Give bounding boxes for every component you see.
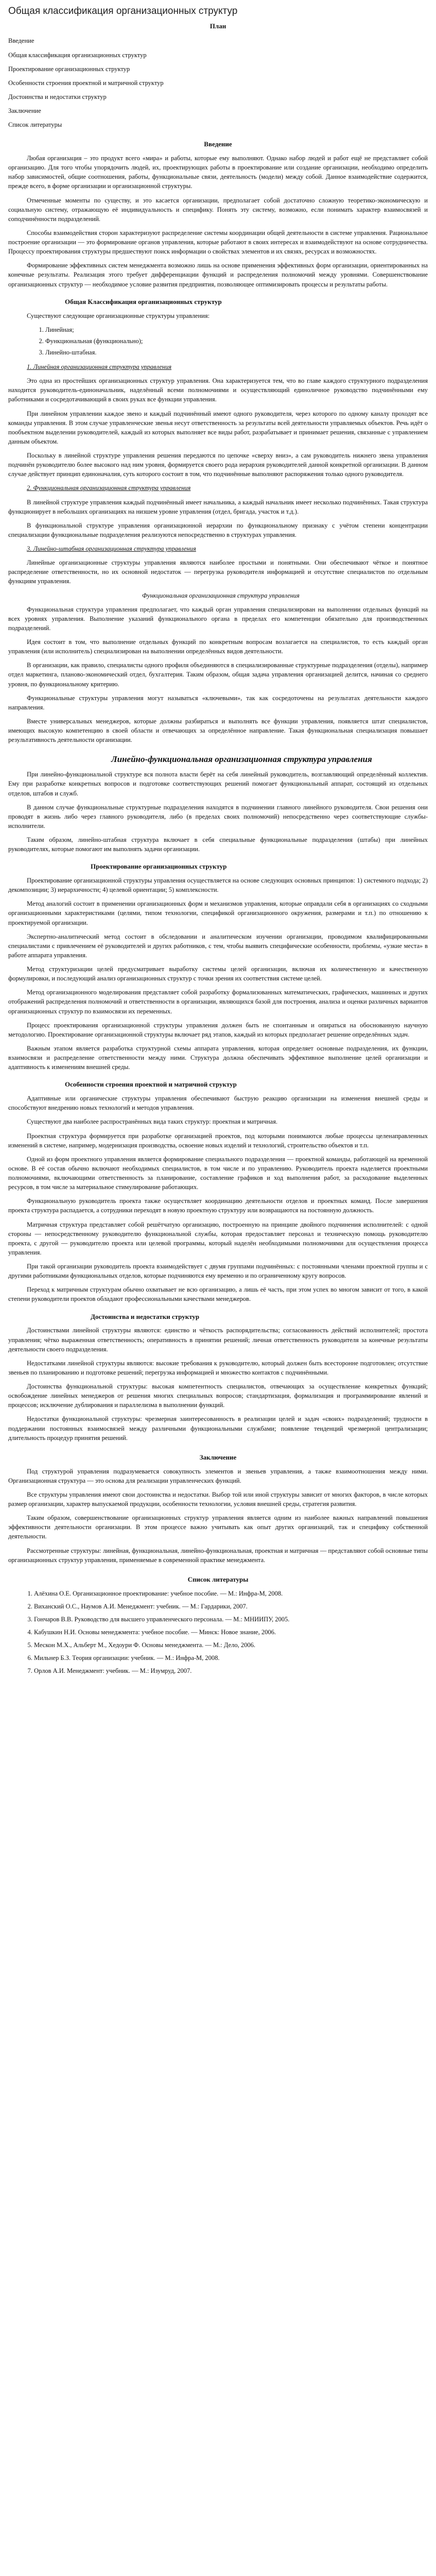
references-heading: Список литературы <box>187 1575 249 1583</box>
functional-caption: Функциональная организационная структура управления <box>142 591 300 599</box>
functional-detail-paragraph: Идея состоит в том, что выполнение отдельных функций по конкретным вопросам возлагается на специалистов, то есть каждый орган управления (или исполнитель) специализирован на выполнении определённых видов деятельности. <box>8 638 428 655</box>
pros-cons-paragraph: Недостатки функциональной структуры: чрезмерная заинтересованность в реализации целей и задач «своих» подразделений; трудности в поддержании постоянных взаимосвязей между различными функциональными службами; появление тенденций чрезмерной централизации; длительность процедур принятия решений. <box>8 1415 428 1442</box>
conclusion-paragraph: Под структурой управления подразумевается совокупность элементов и звеньев управления, а также взаимоотношения между ними. Организационная структура — это основа для реализации управленческих функций. <box>8 1467 428 1484</box>
design-paragraph: Метод организационного моделирования представляет собой разработку формализованных математических, графических, машинных и других отображений распределения полномочий и ответственности в организации, являющихся базой для построения, анализа и оценки различных вариантов организационных структур по взаимосвязи их переменных. <box>8 989 428 1015</box>
functional-structure-subheading: 2. Функциональная организационная структура управления <box>27 484 191 492</box>
pros-cons-paragraph: Недостатками линейной структуры являются: высокие требования к руководителю, который должен быть всесторонне подготовлен; отсутствие звеньев по планированию и подготовке решений; перегрузка информацией и множество контактов с подчинёнными. <box>8 1359 428 1376</box>
linear-structure-subheading: 1. Линейная организационная структура управления <box>27 363 172 371</box>
project-matrix-paragraph: Проектная структура формируется при разработке организацией проектов, под которыми понимаются любые процессы целенаправленных изменений в системе, например, модернизация производства, освоение новых изделий и технологий, строительство объектов и т.п. <box>8 1132 428 1149</box>
page-title: Общая классификация организационных структур <box>8 6 238 16</box>
functional-detail-paragraph: Вместе универсальных менеджеров, которые должны разбираться и выполнять все функции управления, появляется штат специалистов, имеющих высокую компетенцию в своей области и отвечающих за определённое направление. Такая функциональная специализация повышает результативность деятельности организации. <box>8 717 428 744</box>
design-paragraph: Метод аналогий состоит в применении организационных форм и механизмов управления, которые оправдали себя в организациях со сходными организационными характеристиками (целями, типом технологии, спецификой организационного окружения, размерами и т.п.) по отношению к проектируемой организации. <box>8 900 428 926</box>
design-heading: Проектирование организационных структур <box>91 862 227 871</box>
linear-paragraph: При линейном управлении каждое звено и каждый подчинённый имеют одного руководителя, через которого по одному каналу проходят все команды управления. В этом случае управленческие звенья несут ответственность за результаты всей деятельности управляемых объектов. Речь идёт о пообъектном выделении руководителей, каждый из которых выполняет все виды работ, разрабатывает и принимает решения, связанные с управлением данным объектом. <box>8 410 428 445</box>
table-of-contents <box>8 36 428 129</box>
list-item: 3. Линейно-штабная. <box>45 348 428 357</box>
intro-paragraph: Формирование эффективных систем менеджмента возможно лишь на основе применения эффективных форм организации, ориентированных на конечные результаты. Реализация этого требует дифференциации функций и распределения полномочий между уровнями. Совершенствование организационных структур — необходимое условие развития предприятия, позволяющее оптимизировать процессы и результаты работы. <box>8 262 428 288</box>
intro-paragraph: Отмеченные моменты по существу, и это касается организации, предполагает собой достаточно сложную теоретико-экономическую и социальную систему, отражающую её индивидуальность и специфику. Понять эту систему, возможно, если понимать характер взаимосвязей и соподчинённости подразделений. <box>8 196 428 223</box>
conclusion-paragraph: Таким образом, совершенствование организационных структур управления является одним из наиболее важных направлений повышения эффективности деятельности организации. В этом процессе важно учитывать как опыт других организаций, так и специфику собственной деятельности. <box>8 1514 428 1540</box>
project-matrix-paragraph: Матричная структура представляет собой решётчатую организацию, построенную на принципе двойного подчинения исполнителей: с одной стороны — непосредственному руководителю функциональной службы, которая предоставляет персонал и техническую помощь руководителю проекта, с другой — руководителю проекта или целевой программы, который наделён необходимыми полномочиями для осуществления процесса управления. <box>8 1221 428 1256</box>
functional-detail-paragraph: Функциональные структуры управления могут называться «ключевыми», так как сосредоточены на результатах деятельности каждого направления. <box>8 694 428 711</box>
toc-item: Особенности строения проектной и матричной структур <box>8 79 164 87</box>
project-matrix-paragraph: Переход к матричным структурам обычно охватывает не всю организацию, а лишь её часть, при этом успех во многом зависит от того, в какой степени руководители проектов обладают профессиональными качествами менеджеров. <box>8 1286 428 1303</box>
pros-cons-paragraph: Достоинства функциональной структуры: высокая компетентность специалистов, отвечающих за осуществление конкретных функций; освобождение линейных менеджеров от решения многих специальных вопросов; стандартизация, формализация и программирование явлений и процессов; исключение дублирования и параллелизма в выполнении функций. <box>8 1383 428 1409</box>
structure-types-list <box>8 325 428 357</box>
reference-item: 2. Виханский О.С., Наумов А.И. Менеджмент: учебник. — М.: Гардарики, 2007. <box>34 1602 428 1611</box>
project-matrix-paragraph: Функциональную руководитель проекта также осуществляет координацию деятельности отделов и проектных команд. После завершения проекта структура распадается, а сотрудники переходят в новую проектную структуру или возвращаются на постоянную должность. <box>8 1197 428 1214</box>
reference-item: 1. Алёхина О.Е. Организационное проектирование: учебное пособие. — М.: Инфра-М, 2008. <box>34 1589 428 1598</box>
toc-item: Список литературы <box>8 121 62 129</box>
design-paragraph: Важным этапом является разработка структурной схемы аппарата управления, которая определяет основные подразделения, их функции, взаимосвязи и распределение ответственности между ними. Структура должна обеспечивать эффективное выполнение целей организации и адаптивность к изменениям внешней среды. <box>8 1044 428 1071</box>
toc-item: Введение <box>8 37 34 45</box>
classification-heading: Общая Классификация организационных структур <box>65 297 222 306</box>
conclusion-paragraph: Все структуры управления имеют свои достоинства и недостатки. Выбор той или иной структуры зависит от многих факторов, в числе которых размер организации, характер выпускаемой продукции, особенности технологии, условия внешней среды, стратегия развития. <box>8 1490 428 1508</box>
toc-item: Достоинства и недостатки структур <box>8 93 107 100</box>
functional-detail-paragraph: Функциональная структура управления предполагает, что каждый орган управления специализирован на выполнении отдельных функций на всех уровнях управления. Выполнение указаний функционального органа в пределах его компетенции обязательно для производственных подразделений. <box>8 605 428 632</box>
project-matrix-paragraph: При такой организации руководитель проекта взаимодействует с двумя группами подчинённых: с постоянными членами проектной группы и с другими работниками функциональных отделов, которые подчиняются ему временно и по ограниченному кругу вопросов. <box>8 1263 428 1280</box>
reference-item: 5. Мескон М.Х., Альберт М., Хедоури Ф. Основы менеджмента. — М.: Дело, 2006. <box>34 1640 428 1650</box>
pros-cons-paragraph: Достоинствами линейной структуры являются: единство и чёткость распорядительства; согласованность действий исполнителей; простота управления; чётко выраженная ответственность; оперативность в принятии решений; личная ответственность руководителя за конечные результаты деятельности своего подразделения. <box>8 1327 428 1353</box>
staff-structure-subheading: 3. Линейно-штабная организационная структура управления <box>27 545 196 553</box>
linear-functional-paragraph: В данном случае функциональные структурные подразделения находятся в подчинении главного линейного руководителя. Свои решения они проводят в жизнь либо через главного руководителя, либо (в пределах своих полномочий) непосредственно через соответствующие службы-исполнители. <box>8 803 428 829</box>
intro-paragraph: Любая организация – это продукт всего «мира» и работы, которые ему выполняют. Однако набор людей и работ ещё не представляет собой организацию. Для того чтобы упорядочить людей, их, проектирующих работы в проектирование или создание организации, необходимо определить набор зависимостей, общие соотношения, работы, функциональные связи, деятельность (модели) между собой. Данное взаимодействие содержится, прежде всего, в форме организации и организационной структуры. <box>8 155 428 190</box>
functional-detail-paragraph: В организации, как правило, специалисты одного профиля объединяются в специализированные структурные подразделения (отделы), например отдел маркетинга, планово-экономический отдел, бухгалтерия. Таким образом, общая задача управления организацией делится, начиная со среднего уровня, по функциональному критерию. <box>8 662 428 688</box>
list-item: 2. Функциональная (функционально); <box>45 336 428 346</box>
linear-paragraph: Это одна из простейших организационных структур управления. Она характеризуется тем, что во главе каждого структурного подразделения находится руководитель-единоначальник, наделённый всеми полномочиями и осуществляющий единоличное руководство подчинёнными ему работниками и сосредотачивающий в своих руках все функции управления. <box>8 377 428 403</box>
linear-functional-paragraph: При линейно-функциональной структуре вся полнота власти берёт на себя линейный руководитель, возглавляющий определённый коллектив. Ему при разработке конкретных вопросов и подготовке соответствующих решений помогает функциональный аппарат, состоящий из отдельных отделов, штабов и служб. <box>8 771 428 797</box>
list-item: 1. Линейная; <box>45 325 428 334</box>
functional-paragraph: В функциональной структуре управления организационной иерархии по функциональному признаку с учётом степени концентрации специализации функциональные подразделения реализуются непосредственно в структурах управления. <box>8 521 428 538</box>
design-paragraph: Проектирование организационной структуры управления осуществляется на основе следующих основных принципов: 1) системного подхода; 2) декомпозиции; 3) иерархичности; 4) целевой ориентации; 5) комплексности. <box>8 877 428 894</box>
linear-functional-heading: Линейно-функциональная организационная структура управления <box>111 754 372 765</box>
conclusion-heading: Заключение <box>199 1453 237 1461</box>
toc-item: Общая классификация организационных структур <box>8 51 147 59</box>
linear-functional-paragraph: Таким образом, линейно-штабная структура включает в себя специальные функциональные подразделения (штабы) при линейных руководителях, которые помогают им выполнять задачи организации. <box>8 836 428 853</box>
design-paragraph: Метод структуризации целей предусматривает выработку системы целей организации, включая их количественную и качественную формулировки, и последующий анализ организационных структур с точки зрения их соответствия системе целей. <box>8 965 428 982</box>
intro-paragraph: Способы взаимодействия сторон характеризуют распределение системы координации общей деятельности в системе управления. Рациональное построение организации — это формирование органов управления, которые работают в своих интересах и взаимодействуют на основе сотрудничества. Процессу проектирования структуры предшествуют поиск информации о свойствах элементов и их связях, ресурсах и возможностях. <box>8 229 428 256</box>
reference-item: 3. Гончаров В.В. Руководство для высшего управленческого персонала. — М.: МНИИПУ, 2005. <box>34 1615 428 1624</box>
project-matrix-heading: Особенности строения проектной и матричной структур <box>65 1080 237 1089</box>
project-matrix-paragraph: Адаптивные или органические структуры управления обеспечивают быструю реакцию организации на изменения внешней среды и способствуют внедрению новых технологий и методов управления. <box>8 1095 428 1112</box>
reference-item: 4. Кабушкин Н.И. Основы менеджмента: учебное пособие. — Минск: Новое знание, 2006. <box>34 1628 428 1637</box>
intro-heading: Введение <box>204 140 232 148</box>
pros-cons-heading: Достоинства и недостатки структур <box>91 1312 200 1320</box>
design-paragraph: Экспертно-аналитический метод состоит в обследовании и аналитическом изучении организации, проводимом квалифицированными специалистами с привлечением её руководителей и других работников, с тем, чтобы выявить специфические особенности, проблемы, «узкие места» в работе аппарата управления. <box>8 933 428 959</box>
classification-lead: Существуют следующие организационные структуры управления: <box>27 312 210 319</box>
toc-item: Проектирование организационных структур <box>8 65 130 73</box>
reference-item: 7. Орлов А.И. Менеджмент: учебник. — М.: Изумруд, 2007. <box>34 1666 428 1675</box>
project-matrix-paragraph: Одной из форм проектного управления является формирование специального подразделения — проектной команды, работающей на временной основе. В её состав обычно включают необходимых специалистов, в том числе и по управлению. Руководитель проекта наделяется проектными полномочиями, включающими ответственность за планирование, составление графиков и ход выполнения работ, за расходование выделенных ресурсов, в том числе за материальное стимулирование работающих. <box>8 1155 428 1191</box>
references-list <box>8 1589 428 1676</box>
project-matrix-paragraph: Существуют два наиболее распространённых вида таких структур: проектная и матричная. <box>27 1118 277 1126</box>
plan-heading: План <box>210 22 226 30</box>
linear-paragraph: Поскольку в линейной структуре управления решения передаются по цепочке «сверху вниз», а сам руководитель нижнего звена управления подчинён руководителю более высокого над ним уровня, формируется своего рода иерархия руководителей данной конкретной организации. В данном случае действует принцип единоначалия, суть которого состоит в том, что подчинённые выполняют распоряжения только одного руководителя. <box>8 452 428 478</box>
staff-paragraph: Линейные организационные структуры управления являются наиболее простыми и понятными. Они обеспечивают чёткое и понятное распределение ответственности, но их основной недостаток — перегрузка руководителя информацией и отсутствие специалистов по отдельным функциям управления. <box>8 559 428 585</box>
functional-paragraph: В линейной структуре управления каждый подчинённый имеет начальника, а каждый начальник имеет несколько подчинённых. Такая структура функционирует в небольших организациях на низшем уровне управления (отдел, бригада, участок и т.д.). <box>8 498 428 515</box>
toc-item: Заключение <box>8 107 41 115</box>
reference-item: 6. Мильнер Б.З. Теория организации: учебник. — М.: Инфра-М, 2008. <box>34 1653 428 1663</box>
design-paragraph: Процесс проектирования организационной структуры управления должен быть не спонтанным и опираться на обоснованную научную методологию. Проектирование организационной структуры включает ряд этапов, каждый из которых предполагает решение определённых задач. <box>8 1021 428 1038</box>
conclusion-paragraph: Рассмотренные структуры: линейная, функциональная, линейно-функциональная, проектная и матричная — представляют собой основные типы организационных структур управления, применяемые в современной практике менеджмента. <box>8 1547 428 1564</box>
